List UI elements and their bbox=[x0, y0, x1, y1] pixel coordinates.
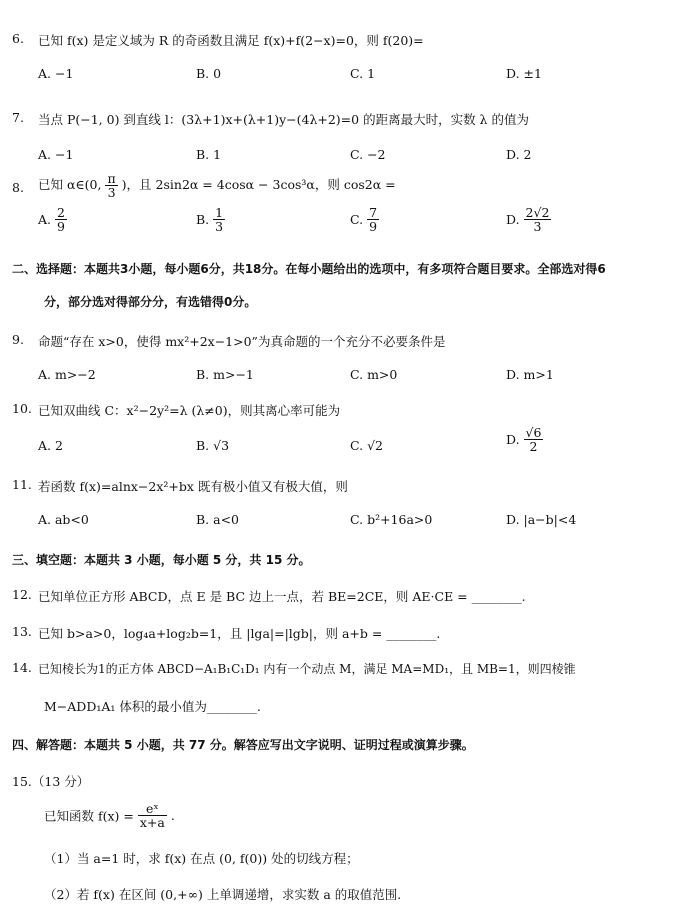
q8-option-b-label: B. bbox=[196, 212, 210, 228]
q13-stem: 已知 b>a>0，log₄a+log₂b=1，且 |lga|=|lgb|，则 a+b = ________. bbox=[38, 626, 441, 641]
q11-option-d: D. |a−b|<4 bbox=[506, 512, 577, 527]
q7-number: 7. bbox=[12, 110, 24, 125]
q14-stem-line2: M−ADD₁A₁ 体积的最小值为________. bbox=[44, 699, 261, 714]
q9-stem: 命题“存在 x>0，使得 mx²+2x−1>0”为真命题的一个充分不必要条件是 bbox=[38, 334, 446, 349]
q8-option-c bbox=[350, 206, 379, 233]
q8-option-b-num: 1 bbox=[215, 205, 224, 220]
q7-option-a: A. −1 bbox=[38, 147, 74, 162]
q6-stem: 已知 f(x) 是定义域为 R 的奇函数且满足 f(x)+f(2−x)=0，则 f(20)= bbox=[38, 33, 424, 48]
q8-stem-part-a: 已知 α∈(0, bbox=[38, 177, 102, 193]
q10-option-b: B. √3 bbox=[196, 438, 230, 453]
q11-stem: 若函数 f(x)=alnx−2x²+bx 既有极小值又有极大值，则 bbox=[38, 479, 348, 494]
section-2-heading-line2: 分，部分选对得部分分，有选错得0分。 bbox=[44, 295, 257, 309]
q14-number: 14. bbox=[12, 660, 32, 675]
q15-stem bbox=[44, 802, 175, 829]
q8-option-c-num: 7 bbox=[369, 205, 378, 220]
q11-option-a: A. ab<0 bbox=[38, 512, 89, 527]
q6-option-b: B. 0 bbox=[196, 66, 222, 81]
q8-option-a-num: 2 bbox=[57, 205, 65, 220]
q15-header: 15.（13 分） bbox=[12, 774, 90, 789]
q9-number: 9. bbox=[12, 332, 24, 347]
q8-option-c-den: 9 bbox=[369, 219, 378, 235]
q10-option-d bbox=[506, 426, 543, 453]
q14-stem-line1: 已知棱长为1的正方体 ABCD−A₁B₁C₁D₁ 内有一个动点 M，满足 MA=MD₁，且 MB=1，则四棱锥 bbox=[38, 662, 576, 676]
q13-number: 13. bbox=[12, 624, 32, 639]
q8-pi-fraction bbox=[105, 172, 117, 199]
q12-number: 12. bbox=[12, 587, 32, 602]
q15-function-fraction bbox=[138, 802, 167, 829]
q6-number: 6. bbox=[12, 31, 24, 46]
q8-option-a bbox=[38, 206, 67, 233]
q8-option-d-num: 2√2 bbox=[525, 205, 550, 220]
q15-stem-part-b: . bbox=[170, 808, 175, 824]
q8-stem bbox=[38, 172, 396, 199]
section-4-heading: 四、解答题：本题共 5 小题，共 77 分。解答应写出文字说明、证明过程或演算步骤。 bbox=[12, 738, 474, 752]
q8-option-d-den: 3 bbox=[533, 219, 542, 235]
q7-stem: 当点 P(−1, 0) 到直线 l：(3λ+1)x+(λ+1)y−(4λ+2)=0 的距离最大时，实数 λ 的值为 bbox=[38, 112, 529, 127]
q6-option-d: D. ±1 bbox=[506, 66, 542, 81]
q8-option-b bbox=[196, 206, 225, 233]
q7-option-c: C. −2 bbox=[350, 147, 386, 162]
q15-part-1: （1）当 a=1 时，求 f(x) 在点 (0, f(0)) 处的切线方程； bbox=[44, 851, 359, 866]
q10-option-c: C. √2 bbox=[350, 438, 383, 453]
q8-option-d-fraction bbox=[524, 206, 552, 233]
q10-number: 10. bbox=[12, 401, 32, 416]
q8-pi-denominator: 3 bbox=[107, 185, 116, 201]
q8-pi-numerator: π bbox=[107, 171, 116, 186]
q8-option-b-fraction bbox=[213, 206, 225, 233]
q8-option-a-label: A. bbox=[38, 212, 52, 228]
q15-numerator: eˣ bbox=[138, 802, 167, 816]
q8-option-d-label: D. bbox=[506, 212, 520, 228]
q10-option-d-den: 2 bbox=[529, 439, 538, 455]
q7-option-d: D. 2 bbox=[506, 147, 532, 162]
q9-option-d: D. m>1 bbox=[506, 367, 554, 382]
q11-option-b: B. a<0 bbox=[196, 512, 240, 527]
q15-denominator: x+a bbox=[139, 815, 165, 831]
q12-stem: 已知单位正方形 ABCD，点 E 是 BC 边上一点，若 BE=2CE，则 AE·CE = ________. bbox=[38, 589, 526, 604]
q9-option-c: C. m>0 bbox=[350, 367, 398, 382]
q9-option-b: B. m>−1 bbox=[196, 367, 254, 382]
q8-stem-part-b: )，且 2sin2α = 4cosα − 3cos³α，则 cos2α = bbox=[121, 177, 396, 193]
q9-option-a: A. m>−2 bbox=[38, 367, 96, 382]
q8-option-c-fraction bbox=[367, 206, 379, 233]
q8-option-a-fraction bbox=[55, 206, 67, 233]
q15-part-2: （2）若 f(x) 在区间 (0,+∞) 上单调递增，求实数 a 的取值范围. bbox=[44, 887, 402, 902]
q8-option-c-label: C. bbox=[350, 212, 364, 228]
q11-number: 11. bbox=[12, 477, 32, 492]
q11-option-c: C. b²+16a>0 bbox=[350, 512, 433, 527]
q10-option-d-fraction bbox=[524, 426, 544, 453]
q10-stem: 已知双曲线 C：x²−2y²=λ (λ≠0)，则其离心率可能为 bbox=[38, 403, 341, 418]
q6-option-c: C. 1 bbox=[350, 66, 376, 81]
q8-option-a-den: 9 bbox=[57, 219, 65, 235]
q8-number: 8. bbox=[12, 180, 24, 195]
q10-option-d-label: D. bbox=[506, 432, 520, 448]
q10-option-d-num: √6 bbox=[525, 425, 542, 440]
q8-option-b-den: 3 bbox=[215, 219, 224, 235]
q8-option-d bbox=[506, 206, 551, 233]
section-2-heading-line1: 二、选择题：本题共3小题，每小题6分，共18分。在每小题给出的选项中，有多项符合题目要求。全部选对得6 bbox=[12, 262, 606, 276]
q15-stem-part-a: 已知函数 f(x) = bbox=[44, 808, 134, 824]
q6-option-a: A. −1 bbox=[38, 66, 74, 81]
section-3-heading: 三、填空题：本题共 3 小题，每小题 5 分，共 15 分。 bbox=[12, 553, 311, 567]
q10-option-a: A. 2 bbox=[38, 438, 63, 453]
q7-option-b: B. 1 bbox=[196, 147, 222, 162]
